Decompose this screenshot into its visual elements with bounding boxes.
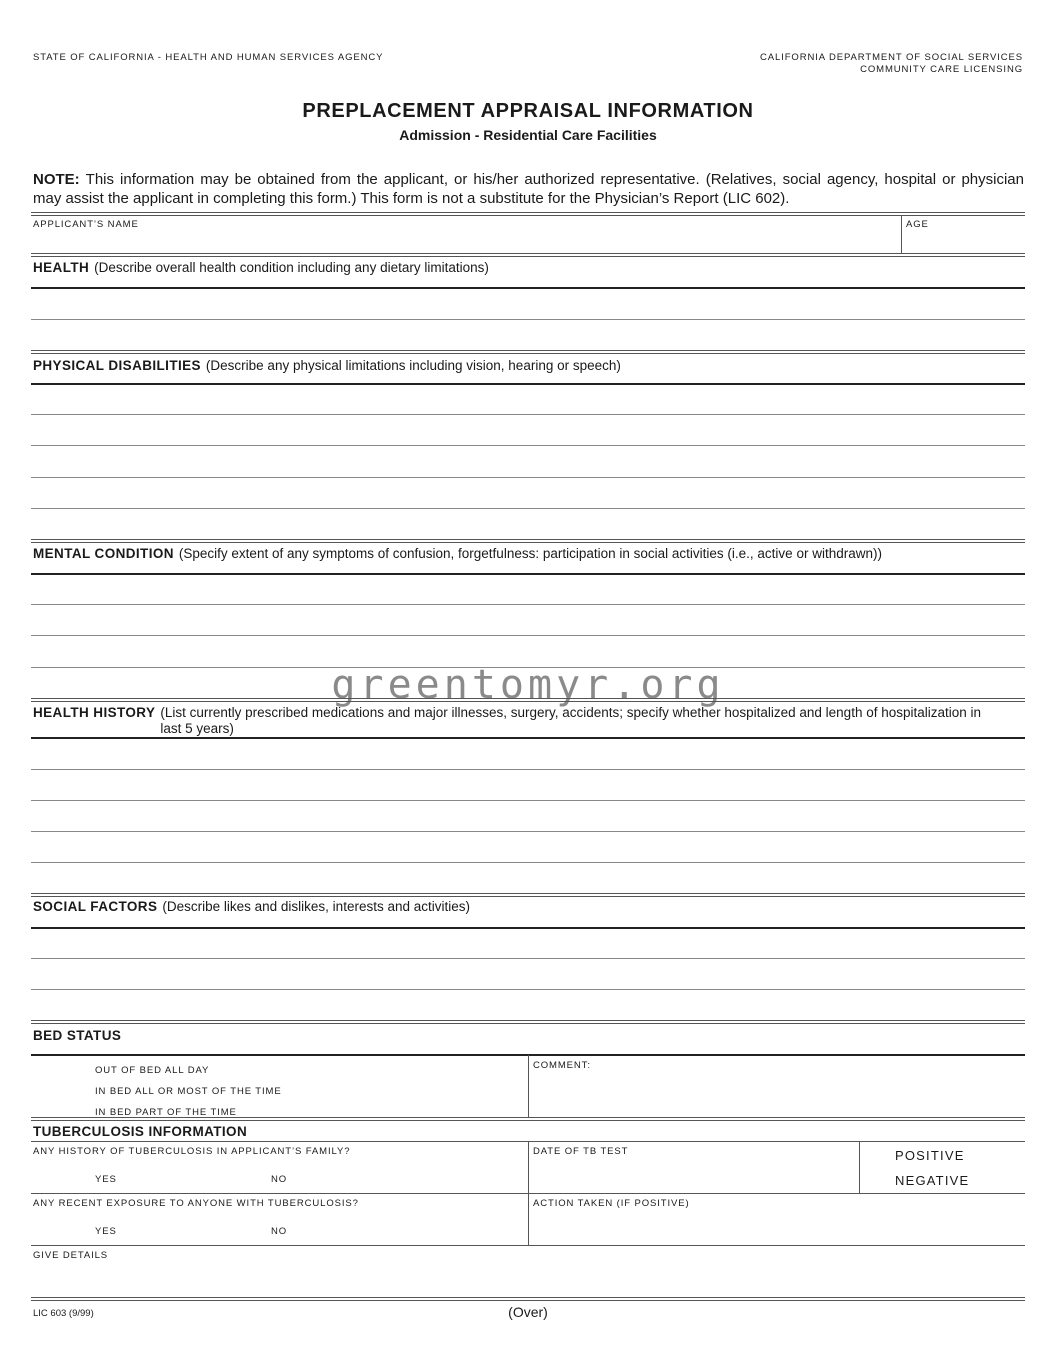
health-field[interactable] bbox=[31, 319, 1025, 320]
age-label: AGE bbox=[906, 219, 929, 230]
watermark: greentomyr.org bbox=[331, 662, 725, 708]
bed-option-in-bed-part[interactable]: IN BED PART OF THE TIME bbox=[95, 1107, 237, 1118]
note-text: This information may be obtained from the applicant, or his/her authorized representative. (Relatives, social agency, hospital or physician may assist the applicant in completing this form.) This form is not a substitute for the Physician’s Report (LIC 602). bbox=[33, 171, 1024, 207]
divider bbox=[31, 256, 1025, 257]
social-field[interactable] bbox=[31, 958, 1025, 959]
mental-heading: MENTAL CONDITION (Specify extent of any symptoms of confusion, forgetfulness: participation in social activities (i.e., active or withdrawn)) bbox=[33, 546, 882, 561]
divider bbox=[31, 701, 1025, 702]
form-subtitle: Admission - Residential Care Facilities bbox=[399, 127, 657, 143]
divider bbox=[31, 896, 1025, 897]
comment-label: COMMENT: bbox=[533, 1060, 591, 1071]
divider bbox=[31, 893, 1025, 894]
note-paragraph bbox=[33, 170, 1024, 208]
tb-family-yes[interactable]: YES bbox=[95, 1174, 117, 1185]
history-field[interactable] bbox=[31, 862, 1025, 863]
divider bbox=[31, 212, 1025, 213]
divider bbox=[31, 1020, 1025, 1021]
agency-right-line1: CALIFORNIA DEPARTMENT OF SOCIAL SERVICES bbox=[760, 52, 1023, 63]
comment-field[interactable] bbox=[529, 1056, 1025, 1117]
mental-field[interactable] bbox=[31, 604, 1025, 605]
physical-field[interactable] bbox=[31, 445, 1025, 446]
history-field[interactable] bbox=[31, 737, 1025, 739]
divider bbox=[31, 539, 1025, 540]
divider bbox=[31, 1023, 1025, 1024]
tb-date-label: DATE OF TB TEST bbox=[533, 1146, 629, 1157]
health-heading: HEALTH (Describe overall health condition including any dietary limitations) bbox=[33, 260, 489, 275]
agency-right bbox=[760, 52, 1023, 76]
mental-field[interactable] bbox=[31, 635, 1025, 636]
tb-family-question: ANY HISTORY OF TUBERCULOSIS IN APPLICANT’S FAMILY? bbox=[33, 1146, 351, 1157]
history-field[interactable] bbox=[31, 800, 1025, 801]
divider bbox=[859, 1142, 860, 1193]
tb-heading: TUBERCULOSIS INFORMATION bbox=[33, 1124, 248, 1139]
history-field[interactable] bbox=[31, 831, 1025, 832]
physical-field[interactable] bbox=[31, 383, 1025, 385]
social-field[interactable] bbox=[31, 927, 1025, 929]
form-id: LIC 603 (9/99) bbox=[33, 1308, 94, 1319]
divider bbox=[31, 1245, 1025, 1246]
tb-exposure-yes[interactable]: YES bbox=[95, 1226, 117, 1237]
divider bbox=[31, 1117, 1025, 1118]
divider bbox=[31, 1120, 1025, 1121]
tb-exposure-question: ANY RECENT EXPOSURE TO ANYONE WITH TUBERCULOSIS? bbox=[33, 1198, 359, 1209]
divider bbox=[31, 1297, 1025, 1298]
bed-option-out-of-bed[interactable]: OUT OF BED ALL DAY bbox=[95, 1065, 210, 1076]
divider bbox=[31, 1300, 1025, 1301]
divider bbox=[31, 698, 1025, 699]
tb-family-no[interactable]: NO bbox=[271, 1174, 288, 1185]
tb-details-field[interactable] bbox=[31, 1262, 1025, 1296]
bed-option-in-bed-most[interactable]: IN BED ALL OR MOST OF THE TIME bbox=[95, 1086, 282, 1097]
applicant-name-field[interactable] bbox=[31, 216, 900, 253]
age-field[interactable] bbox=[902, 216, 1025, 253]
applicant-name-label: APPLICANT’S NAME bbox=[33, 219, 139, 230]
tb-action-field[interactable] bbox=[529, 1194, 1025, 1244]
social-heading: SOCIAL FACTORS (Describe likes and dislikes, interests and activities) bbox=[33, 899, 470, 914]
note-label: NOTE: bbox=[33, 171, 80, 188]
divider bbox=[31, 253, 1025, 254]
tb-negative-option[interactable]: NEGATIVE bbox=[895, 1173, 970, 1188]
agency-left: STATE OF CALIFORNIA - HEALTH AND HUMAN SERVICES AGENCY bbox=[33, 52, 384, 63]
history-field[interactable] bbox=[31, 769, 1025, 770]
tb-action-label: ACTION TAKEN (IF POSITIVE) bbox=[533, 1198, 690, 1209]
physical-field[interactable] bbox=[31, 508, 1025, 509]
bed-status-heading: BED STATUS bbox=[33, 1028, 122, 1043]
physical-heading: PHYSICAL DISABILITIES (Describe any physical limitations including vision, hearing or speech) bbox=[33, 358, 621, 373]
social-field[interactable] bbox=[31, 989, 1025, 990]
tb-date-field[interactable] bbox=[529, 1142, 859, 1193]
agency-right-line2: COMMUNITY CARE LICENSING bbox=[860, 64, 1023, 75]
divider bbox=[31, 353, 1025, 354]
physical-field[interactable] bbox=[31, 414, 1025, 415]
tb-details-label: GIVE DETAILS bbox=[33, 1250, 109, 1261]
health-field[interactable] bbox=[31, 287, 1025, 289]
mental-field[interactable] bbox=[31, 573, 1025, 575]
history-heading: HEALTH HISTORY (List currently prescribed medications and major illnesses, surgery, accidents; specify whether hospitalized and length of hospitalization in last 5 years) bbox=[33, 705, 982, 736]
form-title: PREPLACEMENT APPRAISAL INFORMATION bbox=[302, 100, 754, 122]
tb-positive-option[interactable]: POSITIVE bbox=[895, 1148, 965, 1163]
tb-exposure-no[interactable]: NO bbox=[271, 1226, 288, 1237]
divider bbox=[31, 542, 1025, 543]
over-label: (Over) bbox=[508, 1304, 548, 1320]
divider bbox=[31, 350, 1025, 351]
physical-field[interactable] bbox=[31, 477, 1025, 478]
